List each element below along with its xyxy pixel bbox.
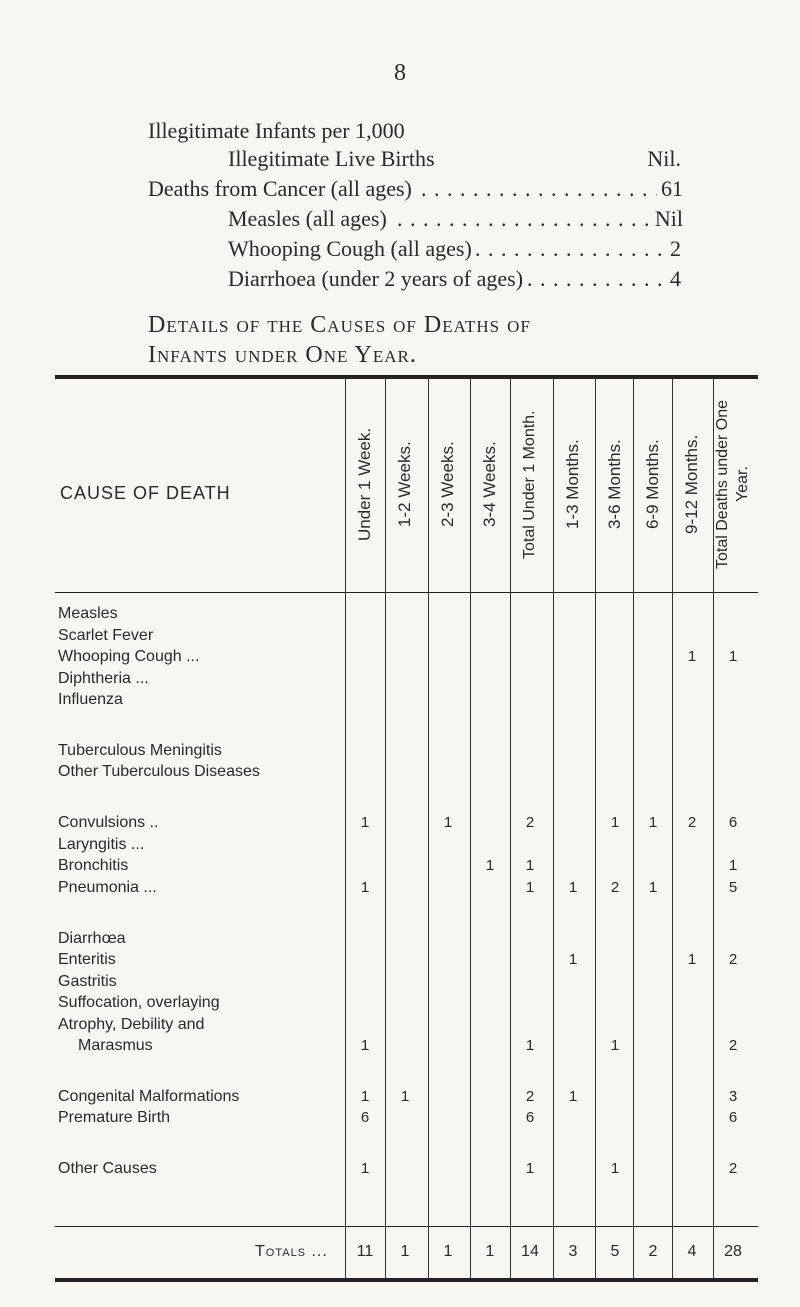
column-header: Total Deaths under One Year. [714,400,751,569]
table-cell: 1 [360,879,370,896]
totals-rule [55,1226,758,1227]
table-cell: 2 [525,814,535,831]
stat-line [148,176,683,204]
totals-cell: 28 [724,1243,742,1260]
table-cell: 1 [568,951,578,968]
table-cell: 1 [525,879,535,896]
table-cell: 5 [728,879,738,896]
row-cause: Congenital Malformations [58,1088,240,1105]
table-cell: 1 [360,1160,370,1177]
row-cause: Suffocation, overlaying [58,994,220,1011]
table-cell: 1 [648,879,658,896]
row-cause: Whooping Cough ... [58,648,200,665]
table-cell: 1 [568,1088,578,1105]
column-header: Under 1 Week. [355,427,374,542]
table-cell: 1 [525,857,535,874]
row-cause: Marasmus [78,1037,153,1054]
table-cell: 1 [687,951,697,968]
row-cause: Premature Birth [58,1109,171,1126]
table-cell: 1 [525,1160,535,1177]
totals-cell: 4 [687,1243,697,1260]
totals-cell: 5 [610,1243,620,1260]
stat-line [228,146,681,174]
totals-cell: 3 [568,1243,578,1260]
column-header: 3-4 Weeks. [480,441,499,528]
stat-value: Nil [651,206,683,232]
totals-label: Totals ... [255,1243,328,1260]
table-cell: 1 [400,1088,410,1105]
table-cell: 1 [443,814,453,831]
column-header: 1-3 Months. [563,439,582,530]
table-cell: 3 [728,1088,738,1105]
row-cause: Measles [58,605,118,622]
stat-line [228,236,681,264]
header-bottom-rule [55,592,758,593]
stat-label: . . . Diarrhoea (under 2 years of ages) [228,266,527,292]
row-cause: Laryngitis ... [58,836,145,853]
table-bottom-rule [55,1278,758,1282]
table-cell: 6 [728,814,738,831]
table-cell: 2 [728,951,738,968]
table-cell: 1 [525,1037,535,1054]
row-cause: Pneumonia ... [58,879,157,896]
table-cell: 6 [360,1109,370,1126]
totals-cell: 11 [356,1243,374,1260]
row-cause: Tuberculous Meningitis [58,742,222,759]
stat-line [228,206,683,234]
totals-cell: 1 [400,1243,410,1260]
row-cause: Diphtheria ... [58,670,149,687]
table-cell: 1 [648,814,658,831]
column-header: 3-6 Months. [605,439,624,530]
cause-header: CAUSE OF DEATH [60,483,231,503]
table-cell: 2 [525,1088,535,1105]
column-header: 1-2 Weeks. [395,441,414,528]
row-cause: Influenza [58,691,123,708]
table-cell: 2 [610,879,620,896]
row-cause: Other Tuberculous Diseases [58,763,260,780]
table-cell: 1 [728,648,738,665]
totals-cell: 14 [521,1243,539,1260]
stat-label: . . . Deaths from Cancer (all ages) [148,176,416,202]
table-cell: 1 [610,814,620,831]
table-cell: 1 [610,1037,620,1054]
totals-cell: 2 [648,1243,658,1260]
intro-heading: Illegitimate Infants per 1,000 [148,118,405,143]
table-cell: 1 [568,879,578,896]
stat-line [228,266,681,294]
row-cause: Diarrhœa [58,930,126,947]
table-cell: 1 [485,857,495,874]
stat-value: 61 [657,176,683,202]
stat-value: Nil. [643,146,681,172]
section-subtitle: Infants under One Year. [148,342,417,368]
table-cell: 2 [687,814,697,831]
stat-value: 4 [666,266,681,292]
table-top-rule [55,375,758,379]
row-cause: Enteritis [58,951,116,968]
column-header: 2-3 Weeks. [438,441,457,528]
stat-value: 2 [666,236,681,262]
totals-cell: 1 [485,1243,495,1260]
table-cell: 1 [687,648,697,665]
row-cause: Bronchitis [58,857,129,874]
stat-label: Illegitimate Live Births [228,146,435,171]
table-cell: 1 [360,1088,370,1105]
table-cell: 1 [360,1037,370,1054]
table-cell: 6 [525,1109,535,1126]
row-cause: Other Causes [58,1160,157,1177]
section-title: Details of the Causes of Deaths of [148,312,531,338]
table-cell: 1 [728,857,738,874]
stat-label: . . . Measles (all ages) [228,206,391,232]
column-header: 9-12 Months. [682,434,701,535]
row-cause: Atrophy, Debility and [58,1016,205,1033]
table-cell: 2 [728,1160,738,1177]
totals-cell: 1 [443,1243,453,1260]
table-cell: 1 [610,1160,620,1177]
row-cause: Scarlet Fever [58,627,154,644]
page-number: 8 [394,60,406,86]
column-header: Total Under 1 Month. [521,410,538,559]
row-cause: Gastritis [58,973,117,990]
table-cell: 1 [360,814,370,831]
column-header: 6-9 Months. [643,439,662,530]
stat-label: . . . Whooping Cough (all ages) [228,236,476,262]
row-cause: Convulsions .. [58,814,159,831]
table-cell: 6 [728,1109,738,1126]
table-cell: 2 [728,1037,738,1054]
